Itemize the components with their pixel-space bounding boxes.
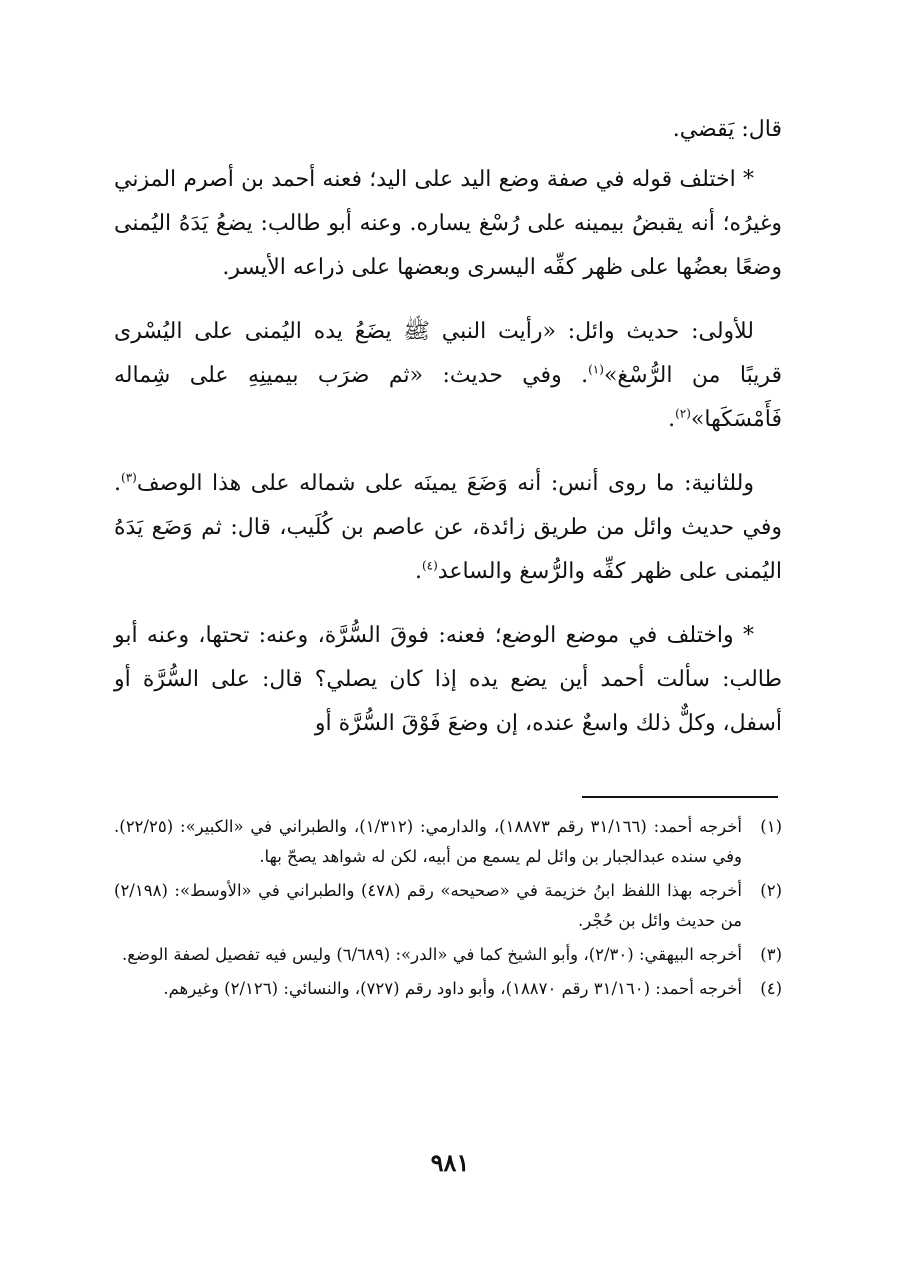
- footnote-ref-3[interactable]: (٣): [121, 470, 137, 485]
- footnote-number: (٤): [760, 979, 782, 998]
- footnote-4: [114, 974, 782, 1004]
- paragraph-second-evidence-text: وللثانية: ما روى أنس: أنه وَضَعَ يمينَه على شماله على هذا الوصف: [136, 471, 754, 496]
- paragraph-first-evidence-text: للأولى: حديث وائل: «رأيت النبي ﷺ يضَعُ يده اليُمنى على اليُسْرى قريبًا من الرُّسْغ»: [114, 319, 782, 388]
- opening-line: قال: يَقضي.: [672, 117, 782, 142]
- main-text: [114, 108, 782, 766]
- footnote-ref-4[interactable]: (٤): [421, 558, 438, 573]
- footnote-ref-2[interactable]: (٢): [675, 406, 691, 421]
- footnote-number: (٢): [760, 881, 782, 900]
- paragraph-placement-position: * واختلف في موضع الوضع؛ فعنه: فوقَ السُّرَّة، وعنه: تحتها، وعنه أبو طالب: سألت أحمد أين يضع يده إذا كان يصلي؟ قال: على السُّرَّة أو أسفل، وكلٌّ ذلك واسعٌ عنده، إن وضعَ فَوْقَ السُّرَّة أو: [114, 623, 782, 736]
- paragraph-first-evidence-end: .: [668, 407, 676, 432]
- footnote-1: [114, 812, 782, 872]
- paragraph-hand-placement: * اختلف قوله في صفة وضع اليد على اليد؛ فعنه أحمد بن أصرم المزني وغيرُه؛ أنه يقبضُ بيمينه على رُسْغ يساره. وعنه أبو طالب: يضعُ يَدَهُ اليُمنى وضعًا بعضُها على ظهر كفِّه اليسرى وبعضها على ذراعه الأيسر.: [114, 167, 782, 280]
- paragraph-second-evidence: [114, 462, 782, 594]
- page-number: ٩٨١: [430, 1148, 470, 1177]
- footnote-3: [114, 940, 782, 970]
- footnote-number: (١): [760, 817, 782, 836]
- paragraph-first-evidence: [114, 310, 782, 442]
- paragraph-second-evidence-end: .: [414, 559, 422, 584]
- footnote-divider: [582, 796, 778, 798]
- footnote-text: أخرجه أحمد: (٣١/١٦٠ رقم ١٨٨٧٠)، وأبو داود رقم (٧٢٧)، والنسائي: (٢/١٢٦) وغيرهم.: [163, 979, 742, 998]
- footnote-ref-1[interactable]: (١): [588, 362, 604, 377]
- footnote-2: [114, 876, 782, 936]
- footnote-text: أخرجه البيهقي: (٢/٣٠)، وأبو الشيخ كما في «الدر»: (٦/٦٨٩) وليس فيه تفصيل لصفة الوضع.: [121, 945, 742, 964]
- footnote-number: (٣): [760, 945, 782, 964]
- footnote-text: أخرجه أحمد: (٣١/١٦٦ رقم ١٨٨٧٣)، والدارمي: (١/٣١٢)، والطبراني في «الكبير»: (٢٢/٢٥). وفي سنده عبدالجبار بن وائل لم يسمع من أبيه، لكن له شواهد يصحّ بها.: [114, 817, 743, 866]
- footnote-text: أخرجه بهذا اللفظ ابنُ خزيمة في «صحيحه» رقم (٤٧٨) والطبراني في «الأوسط»: (٢/١٩٨) من حديث وائل بن حُجْر.: [114, 881, 742, 930]
- paragraph-first-evidence-tail: . وفي حديث: «ثم ضرَب بيمينِهِ على شِماله فَأَمْسَكَها»: [114, 363, 782, 432]
- paragraph-second-evidence-tail: . وفي حديث وائل من طريق زائدة، عن عاصم بن كُلَيب، قال: ثم وَضَع يَدَهُ اليُمنى على ظهر كفِّه والرُّسغ والساعد: [114, 471, 782, 584]
- footnotes-section: [114, 812, 782, 1008]
